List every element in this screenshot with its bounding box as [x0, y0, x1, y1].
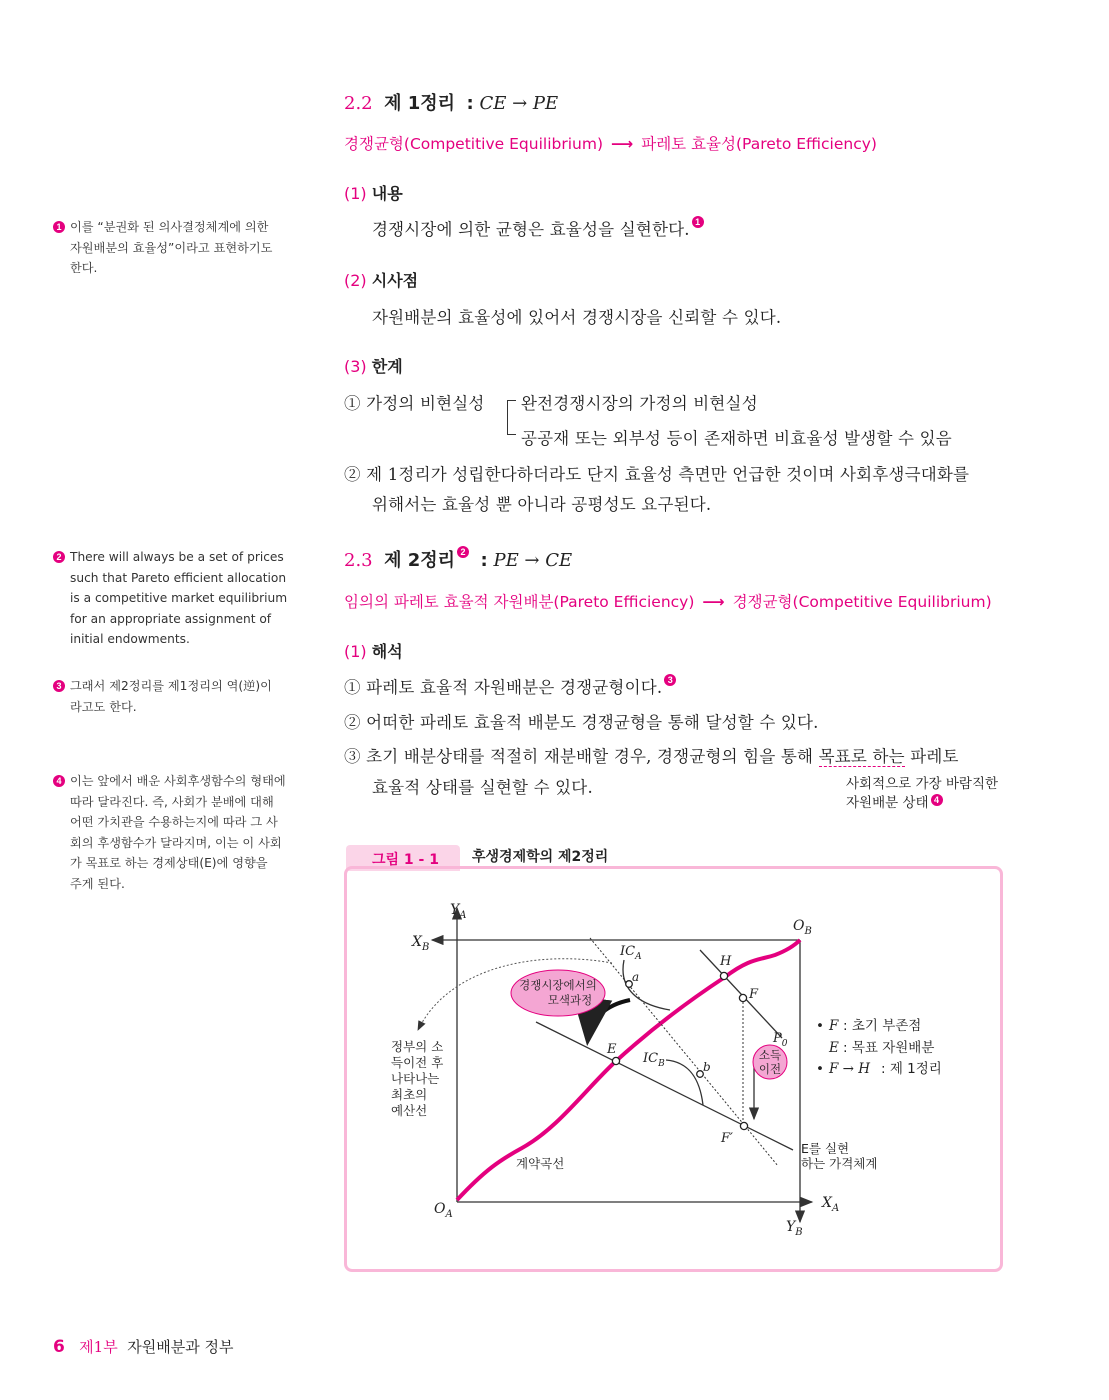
- limit-1-label: ① 가정의 비현실성: [344, 394, 485, 413]
- label-f: F: [749, 987, 759, 1002]
- sidenote-marker: 2: [53, 551, 65, 563]
- ic-b-curve: [666, 1060, 703, 1105]
- label-h: H: [720, 954, 732, 969]
- sidenote-line: 이는 앞에서 배운 사회후생함수의 형태에: [70, 774, 286, 788]
- subsection-number: (1): [344, 642, 367, 661]
- section-number: 2.3: [344, 550, 373, 571]
- section-title: 제 2정리: [384, 550, 456, 571]
- figure-legend: [816, 1017, 942, 1077]
- left-note-1: 정부의 소: [391, 1039, 444, 1054]
- sidenote-line: is a competitive market equilibrium: [70, 591, 288, 605]
- sidenote-line: 라고도 한다.: [70, 699, 137, 714]
- label-a: a: [632, 970, 640, 984]
- legend-symbol: F → H: [829, 1061, 871, 1077]
- label-ya: $Y_A$: [450, 902, 467, 921]
- sidenote-line: 이를 “분권화 된 의사결정체계에 의한: [70, 220, 269, 234]
- legend-text: : 제 1정리: [881, 1061, 942, 1077]
- transfer-line-2: 이전: [758, 1062, 782, 1076]
- underlined-term: 목표로 하는: [818, 747, 905, 766]
- footnote-marker: 4: [931, 794, 943, 806]
- transfer-line-1: 소득: [758, 1048, 782, 1062]
- section-formula: CE → PE: [479, 93, 559, 114]
- colon: :: [480, 550, 488, 571]
- label-f-prime: F′: [721, 1131, 733, 1146]
- bubble-line-2: 모색과정: [547, 993, 593, 1007]
- sidenote-line: 한다.: [70, 261, 98, 275]
- sidenote-line: initial endowments.: [70, 632, 190, 646]
- subsection-number: (1): [344, 184, 367, 203]
- colon: :: [466, 93, 474, 114]
- label-ica: $IC_A$: [620, 944, 642, 962]
- interp-text: 파레토: [904, 747, 959, 766]
- sidenote-line: 그래서 제2정리를 제1정리의 역(逆)이: [70, 679, 272, 693]
- interp-text: ① 파레토 효율적 자원배분은 경쟁균형이다.: [344, 678, 663, 697]
- sidenote-line: 회의 후생함수가 달라지며, 이는 이 사회: [70, 835, 282, 850]
- sidenote-marker: 3: [53, 680, 65, 692]
- content-text: 경쟁시장에 의한 균형은 효율성을 실현한다.: [372, 220, 690, 239]
- label-xb: $X_B$: [412, 934, 430, 953]
- figure-number: 그림 1 - 1: [372, 852, 439, 868]
- left-note-3: 나타나는: [391, 1071, 440, 1086]
- section-formula: PE → CE: [493, 550, 573, 571]
- point-f: [739, 994, 746, 1001]
- gloss-line: 자원배분 상태: [846, 795, 929, 811]
- part-label: 제1부: [79, 1338, 118, 1356]
- gloss-line: 사회적으로 가장 바람직한: [846, 776, 999, 792]
- label-xa: $X_A$: [822, 1195, 840, 1214]
- contract-curve-label: 계약곡선: [516, 1156, 565, 1171]
- flow-left: 임의의 파레토 효율적 자원배분(Pareto Efficiency): [344, 593, 695, 611]
- flow-arrow-icon: ⟶: [702, 593, 725, 611]
- label-oa: $O_A$: [434, 1201, 453, 1220]
- point-e: [612, 1057, 619, 1064]
- tangent-dotted-line: [590, 938, 778, 1166]
- limit-2-line2: 위해서는 효율성 뿐 아니라 공평성도 요구된다.: [372, 495, 712, 514]
- left-note-2: 득이전 후: [391, 1055, 444, 1070]
- bubble-line-1: 경쟁시장에서의: [519, 978, 597, 992]
- legend-symbol: F: [829, 1018, 839, 1034]
- flow-right: 파레토 효율성(Pareto Efficiency): [641, 135, 877, 153]
- subsection-title: 내용: [371, 184, 403, 203]
- subsection-number: (2): [344, 271, 367, 290]
- section-title: 제 1정리: [384, 93, 456, 114]
- price-note-1: E를 실현: [801, 1141, 850, 1156]
- sidenote-line: 자원배분의 효율성”이라고 표현하기도: [70, 240, 273, 255]
- sidenote-line: for an appropriate assignment of: [70, 611, 272, 626]
- footnote-marker: 3: [664, 674, 676, 686]
- limit-1a: 완전경쟁시장의 가정의 비현실성: [521, 394, 758, 413]
- sidenote-line: 주게 된다.: [70, 876, 125, 891]
- subsection-number: (3): [344, 357, 367, 376]
- legend-text: : 목표 자원배분: [843, 1040, 935, 1056]
- subsection-title: 한계: [371, 357, 403, 376]
- sidenote-line: 어떤 가치관을 수용하는지에 따라 그 사: [70, 815, 278, 829]
- footnote-marker: 2: [457, 546, 469, 558]
- flow-left: 경쟁균형(Competitive Equilibrium): [344, 135, 603, 153]
- left-note-5: 예산선: [391, 1103, 428, 1118]
- sidenote-line: There will always be a set of prices: [70, 550, 284, 564]
- page-number: 6: [53, 1337, 65, 1357]
- part-title: 자원배분과 정부: [127, 1338, 234, 1356]
- legend-bullet: •: [816, 1018, 824, 1034]
- label-ob: $O_B$: [793, 918, 812, 937]
- sidenote-marker: 1: [53, 221, 65, 233]
- figure-caption: 후생경제학의 제2정리: [472, 849, 609, 865]
- label-b: b: [703, 1060, 711, 1074]
- price-note-2: 하는 가격체계: [801, 1156, 878, 1171]
- implication-body: 자원배분의 효율성에 있어서 경쟁시장을 신뢰할 수 있다.: [372, 308, 782, 327]
- label-yb: $Y_B$: [786, 1219, 803, 1238]
- point-f-prime: [740, 1122, 747, 1129]
- contract-curve: [457, 940, 800, 1200]
- interp-text: ③ 초기 배분상태를 적절히 재분배할 경우, 경쟁균형의 힘을 통해: [344, 747, 819, 766]
- limit-1b: 공공재 또는 외부성 등이 존재하면 비효율성 발생할 수 있음: [521, 429, 952, 448]
- label-e: E: [607, 1042, 617, 1057]
- flow-arrow-icon: ⟶: [611, 135, 634, 153]
- sidenote-line: such that Pareto efficient allocation: [70, 570, 287, 585]
- legend-text: : 초기 부존점: [843, 1018, 922, 1034]
- subsection-title: 시사점: [371, 271, 419, 290]
- interp-3-line2: 효율적 상태를 실현할 수 있다.: [372, 778, 593, 797]
- page-footer: [53, 1336, 233, 1357]
- section-number: 2.2: [344, 93, 373, 114]
- sidenote-marker: 4: [53, 775, 65, 787]
- point-h: [720, 972, 727, 979]
- footnote-marker: 1: [692, 216, 704, 228]
- label-p0: $P_0$: [773, 1031, 788, 1049]
- sidenote-line: 따라 달라진다. 즉, 사회가 분배에 대해: [70, 794, 274, 809]
- flow-right: 경쟁균형(Competitive Equilibrium): [732, 593, 992, 611]
- interp-2: ② 어떠한 파레토 효율적 배분도 경쟁균형을 통해 달성할 수 있다.: [344, 713, 819, 732]
- left-note-4: 최초의: [391, 1087, 428, 1102]
- label-icb: $IC_B$: [643, 1051, 665, 1069]
- sidenote-line: 가 목표로 하는 경제상태(E)에 영향을: [70, 856, 268, 870]
- subsection-title: 해석: [371, 642, 403, 661]
- initial-budget-line: [700, 950, 782, 1038]
- limit-2-line1: ② 제 1정리가 성립한다하더라도 단지 효율성 측면만 언급한 것이며 사회후생극대화를: [344, 465, 970, 484]
- legend-symbol: E: [829, 1040, 839, 1056]
- legend-bullet: •: [816, 1061, 824, 1077]
